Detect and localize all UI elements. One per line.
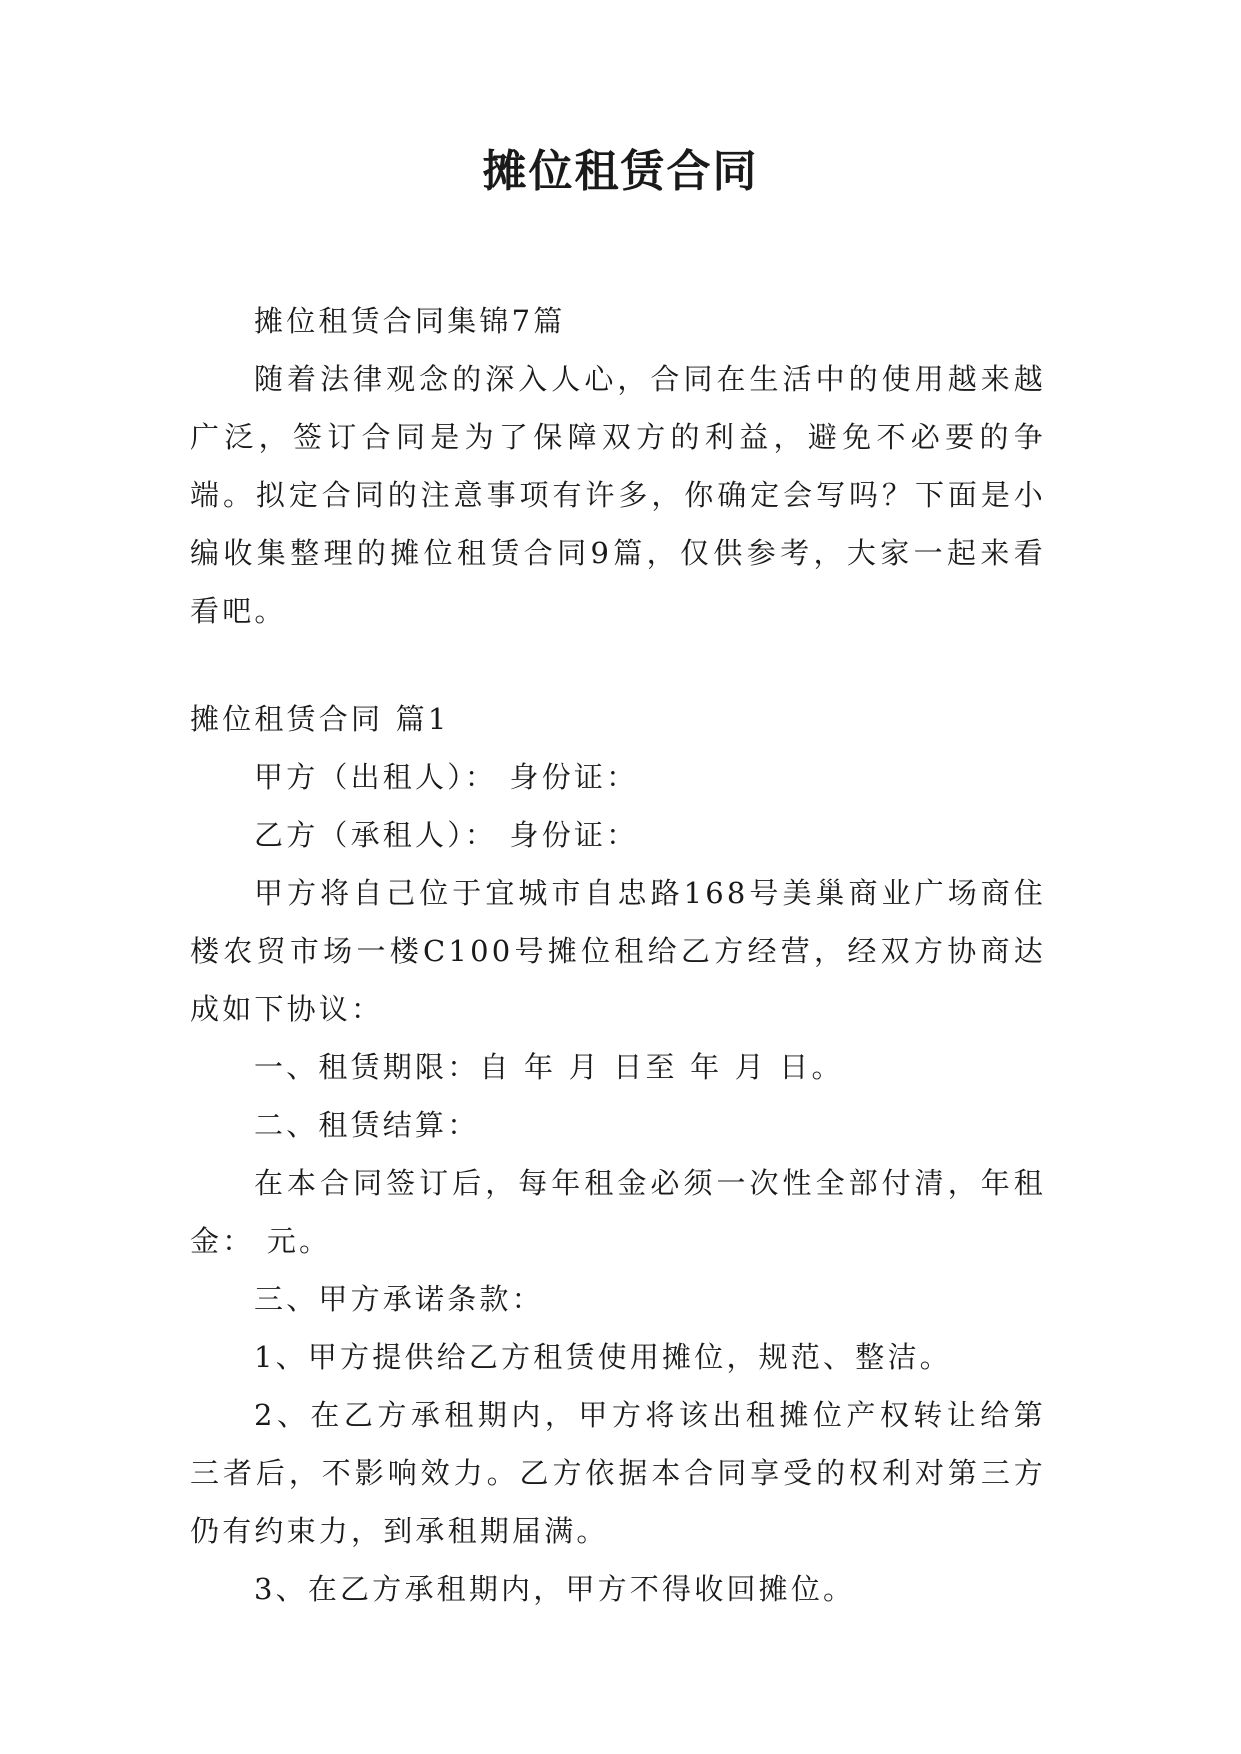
commitment-item-2: 2、在乙方承租期内，甲方将该出租摊位产权转让给第三者后，不影响效力。乙方依据本合同享受的权利对第三方仍有约束力，到承租期届满。 — [190, 1398, 1046, 1548]
settlement-clause: 在本合同签订后，每年租金必须一次性全部付清，年租金： 元。 — [190, 1166, 1046, 1258]
intro-subtitle: 摊位租赁合同集锦7篇 — [254, 304, 566, 338]
commitments-heading: 三、甲方承诺条款： — [254, 1282, 544, 1316]
party-a-line: 甲方（出租人）： 身份证： — [254, 760, 639, 794]
lease-term-clause: 一、租赁期限：自 年 月 日至 年 月 日。 — [254, 1050, 844, 1084]
intro-paragraph: 随着法律观念的深入人心，合同在生活中的使用越来越广泛，签订合同是为了保障双方的利益，避免不必要的争端。拟定合同的注意事项有许多，你确定会写吗？下面是小编收集整理的摊位租赁合同9篇，仅供参考，大家一起来看看吧。 — [190, 362, 1046, 628]
contract-preamble: 甲方将自己位于宜城市自忠路168号美巢商业广场商住楼农贸市场一楼C100号摊位租给乙方经营，经双方协商达成如下协议： — [190, 876, 1046, 1026]
settlement-heading: 二、租赁结算： — [254, 1108, 480, 1142]
section-gap — [190, 640, 1046, 690]
commitment-item-1: 1、甲方提供给乙方租赁使用摊位，规范、整洁。 — [254, 1340, 952, 1374]
article-heading: 摊位租赁合同 篇1 — [190, 702, 450, 736]
commitment-item-3: 3、在乙方承租期内，甲方不得收回摊位。 — [254, 1572, 856, 1606]
party-b-line: 乙方（承租人）： 身份证： — [254, 818, 639, 852]
document-body — [190, 292, 1046, 1618]
document-title: 摊位租赁合同 — [482, 146, 759, 197]
